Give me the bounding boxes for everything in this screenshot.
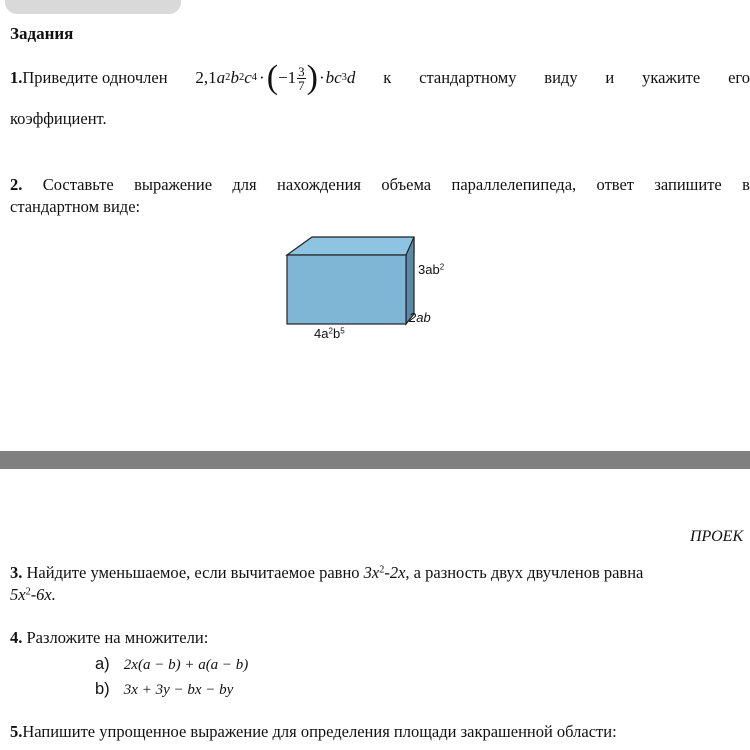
height-label: $3ab^2$ bbox=[418, 262, 445, 277]
task1-line2: коэффициент. bbox=[10, 109, 107, 128]
task3-number: 3. bbox=[10, 563, 23, 582]
task2-number: 2. bbox=[10, 175, 23, 194]
length-label: $4a^2b^5$ bbox=[314, 326, 345, 341]
box-front-face bbox=[287, 255, 406, 324]
task2-line2: стандартном виде: bbox=[10, 197, 141, 216]
task1-intro: 1.Приведите одночлен bbox=[10, 68, 168, 87]
task4-item-b: b) 3x + 3y − bx − by bbox=[95, 680, 234, 698]
depth-label: 2ab bbox=[409, 310, 431, 325]
task4-item-a: a) 2x(a − b) + a(a − b) bbox=[95, 655, 249, 673]
parallelepiped-figure bbox=[280, 230, 480, 345]
box-top-face bbox=[287, 237, 414, 255]
task1-line1: 1.Приведите одночлен 2,1 a 2 b 2 c 4 · ( −1 3 7 ) · b c 3 d к стандартному виду и укажите его bbox=[10, 59, 750, 96]
task4-heading: 4. Разложите на множители: bbox=[10, 628, 209, 647]
top-tab-bar bbox=[5, 0, 181, 14]
fraction: 3 7 bbox=[298, 63, 305, 93]
task5-line: 5.Напишите упрощенное выражение для определения площади закрашенной области: bbox=[10, 722, 617, 741]
task1-number: 1. bbox=[10, 68, 23, 87]
task5-number: 5. bbox=[10, 722, 23, 741]
subtrahend-expr: $3x^2-2x$ bbox=[363, 563, 406, 582]
difference-expr: $5x^2-6x$. bbox=[10, 585, 56, 604]
task1-formula: 2,1 a 2 b 2 c 4 · ( −1 3 7 ) · b c 3 d bbox=[195, 59, 356, 96]
task3-line1: 3. Найдите уменьшаемое, если вычитаемое равно $3x^2-2x$, а разность двух двучленов равна bbox=[10, 563, 644, 582]
task2-line1: 2. Составьте выражение для нахождения объема параллелепипеда, ответ запишите в bbox=[10, 175, 750, 194]
task4-number: 4. bbox=[10, 628, 23, 647]
page-divider bbox=[0, 451, 750, 469]
page-heading: Задания bbox=[10, 24, 74, 43]
corner-text: ПРОЕК bbox=[690, 528, 744, 545]
